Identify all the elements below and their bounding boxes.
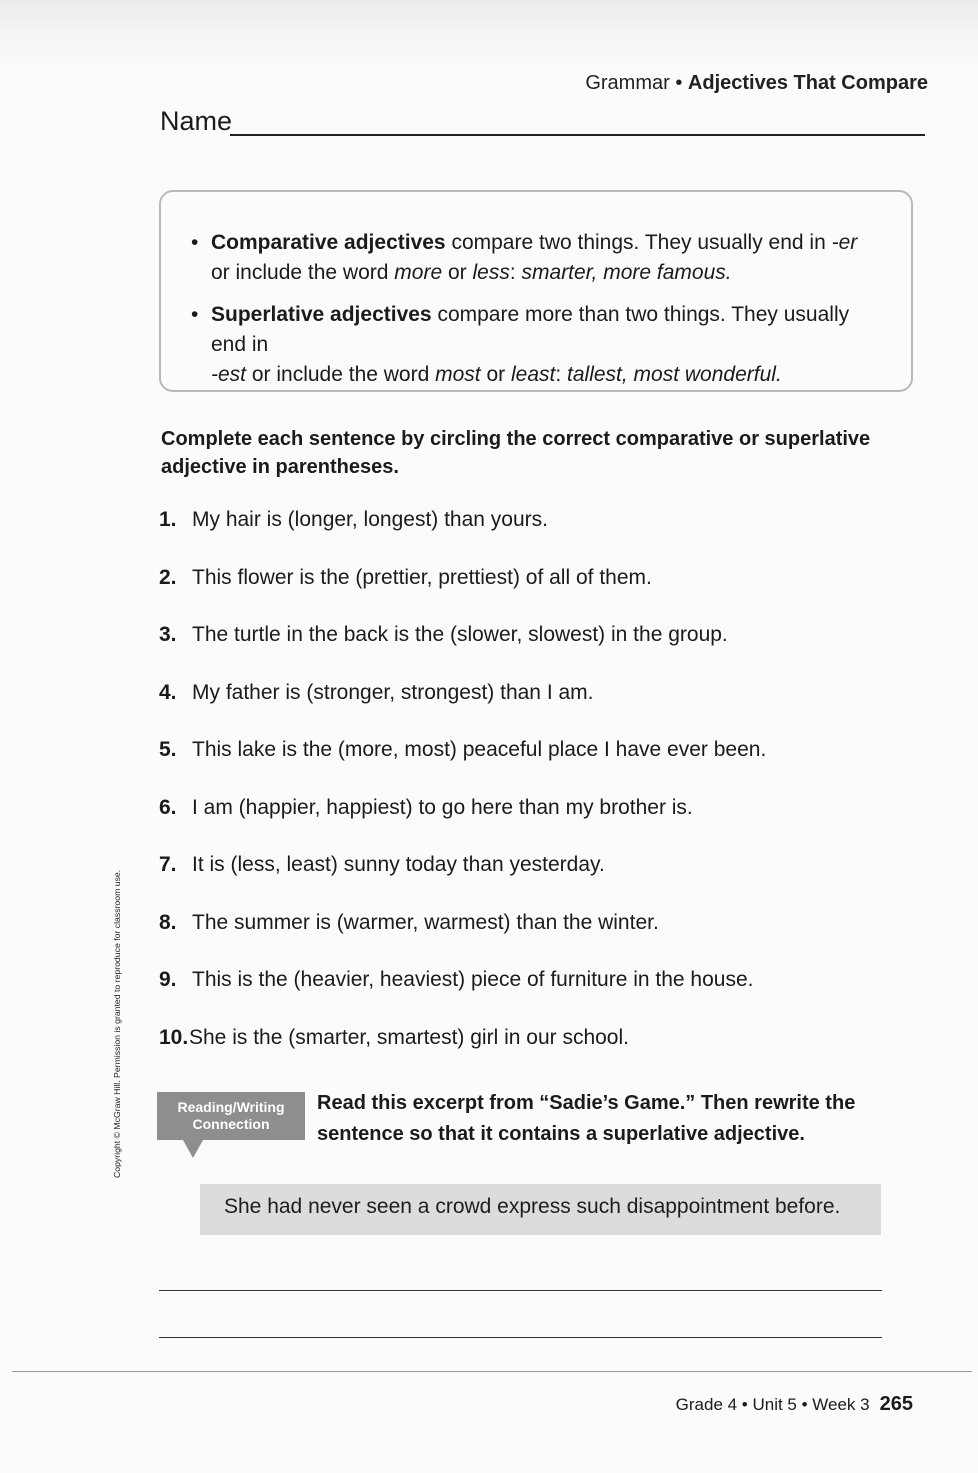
excerpt-text: She had never seen a crowd express such disappointment before. xyxy=(224,1195,841,1218)
item-number: 6. xyxy=(159,795,177,819)
bullet: • xyxy=(191,231,199,254)
rule-text: compare two things. They usually end in xyxy=(445,231,832,254)
page-footer xyxy=(600,1393,913,1416)
rule-text: compare more than two things. They usually end in xyxy=(211,303,850,356)
rule-term: Superlative adjectives xyxy=(211,303,432,326)
header-section: Grammar xyxy=(585,72,670,94)
name-field xyxy=(160,106,925,142)
header-separator: • xyxy=(675,72,683,94)
rule-text: : xyxy=(555,363,568,386)
badge-pointer xyxy=(183,1140,203,1158)
reading-writing-badge xyxy=(157,1092,305,1140)
item-number: 2. xyxy=(159,565,177,589)
header-topic: Adjectives That Compare xyxy=(687,72,928,94)
item-number: 3. xyxy=(159,623,177,646)
item-sentence[interactable]: This is the (heavier, heaviest) piece of furniture in the house. xyxy=(192,968,754,991)
exercise-item xyxy=(159,562,919,620)
rule-term: Comparative adjectives xyxy=(211,231,446,254)
exercise-item xyxy=(159,619,919,677)
item-sentence[interactable]: The turtle in the back is the (slower, slowest) in the group. xyxy=(192,623,728,646)
rule-comparative xyxy=(191,228,881,288)
rule-superlative xyxy=(191,300,881,390)
item-number: 1. xyxy=(159,508,177,531)
footer-divider xyxy=(12,1371,972,1372)
bullet: • xyxy=(191,303,199,326)
exercise-item xyxy=(159,849,919,907)
item-number: 4. xyxy=(159,680,177,704)
rule-text: or xyxy=(480,363,511,386)
rule-word: least xyxy=(510,363,556,386)
item-sentence[interactable]: The summer is (warmer, warmest) than the winter. xyxy=(192,910,659,934)
excerpt-box xyxy=(200,1184,881,1235)
badge-line: Connection xyxy=(192,1116,270,1132)
page-header xyxy=(560,72,928,95)
exercise-item xyxy=(159,734,919,792)
rules-box xyxy=(159,190,913,392)
copyright-notice: Copyright © McGraw Hill. Permission is granted to reproduce for classroom use. xyxy=(112,869,122,1178)
item-number: 9. xyxy=(159,968,177,991)
connection-prompt: Read this excerpt from “Sadie’s Game.” Then rewrite the sentence so that it contains a superlative adjective. xyxy=(317,1092,856,1145)
page-number: 265 xyxy=(879,1393,913,1415)
exercise-item xyxy=(159,964,919,1022)
name-label: Name xyxy=(160,106,233,136)
rule-word: most xyxy=(435,363,481,386)
rule-text: or xyxy=(442,261,473,284)
item-sentence[interactable]: This flower is the (prettier, prettiest) of all of them. xyxy=(192,565,652,589)
exercise-item xyxy=(159,907,919,965)
badge-line: Reading/Writing xyxy=(177,1099,285,1115)
rule-suffix: -est xyxy=(211,363,247,386)
item-sentence[interactable]: She is the (smarter, smartest) girl in our school. xyxy=(189,1025,629,1049)
item-number: 8. xyxy=(159,910,177,934)
exercise-item xyxy=(159,792,919,850)
scan-shadow xyxy=(0,0,978,70)
answer-line-2[interactable] xyxy=(159,1337,882,1338)
item-sentence[interactable]: It is (less, least) sunny today than yesterday. xyxy=(192,853,605,876)
exercise-item xyxy=(159,1022,919,1080)
name-write-line[interactable] xyxy=(230,134,925,136)
directions: Complete each sentence by circling the correct comparative or superlative adjective in parentheses. xyxy=(161,428,871,478)
answer-line-1[interactable] xyxy=(159,1290,882,1291)
item-sentence[interactable]: My hair is (longer, longest) than yours. xyxy=(192,508,548,531)
rule-examples: tallest, most wonderful. xyxy=(567,363,782,386)
rule-text: or include the word xyxy=(246,363,436,386)
rule-suffix: -er xyxy=(831,231,858,254)
rule-word: less xyxy=(472,261,510,284)
footer-text: Grade 4 • Unit 5 • Week 3 xyxy=(675,1395,870,1414)
item-number: 7. xyxy=(159,853,177,876)
item-number: 10. xyxy=(159,1025,189,1049)
exercise-item xyxy=(159,677,919,735)
rule-text: : xyxy=(509,261,522,284)
item-sentence[interactable]: My father is (stronger, strongest) than I am. xyxy=(192,680,594,704)
item-number: 5. xyxy=(159,738,177,761)
exercise-item xyxy=(159,504,919,562)
rule-examples: smarter, more famous. xyxy=(521,261,732,284)
item-sentence[interactable]: I am (happier, happiest) to go here than my brother is. xyxy=(192,795,693,819)
rule-text: or include the word xyxy=(211,261,395,284)
exercise-list xyxy=(159,504,919,1079)
rule-word: more xyxy=(394,261,443,284)
item-sentence[interactable]: This lake is the (more, most) peaceful place I have ever been. xyxy=(192,738,767,761)
